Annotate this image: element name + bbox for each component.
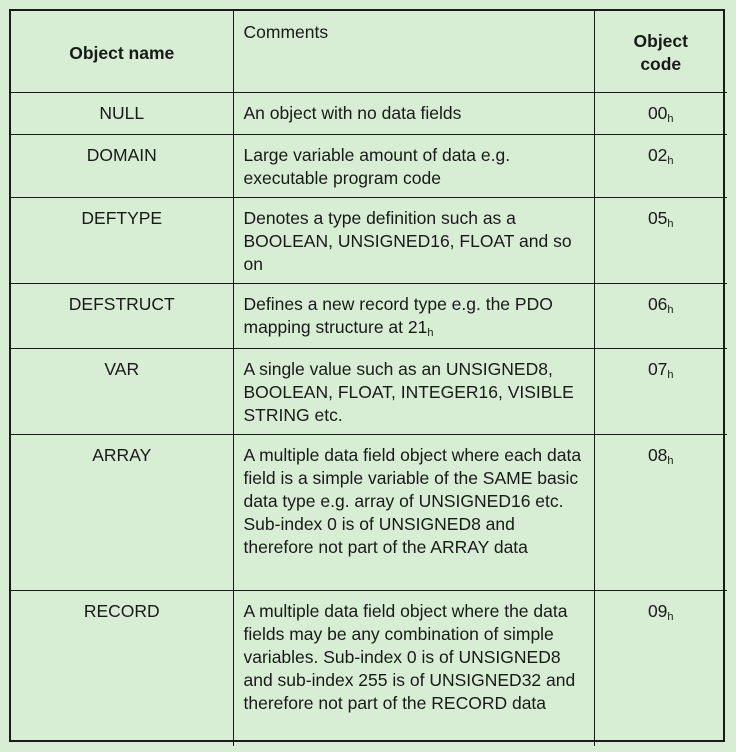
object-code-value: 07 (647, 358, 668, 379)
object-code-suffix: h (667, 454, 674, 467)
comment-text: Defines a new record type e.g. the PDO mapping structure at 21 (243, 293, 553, 337)
object-code-table (9, 9, 725, 742)
table-row (11, 590, 727, 746)
object-name-cell: DEFSTRUCT (11, 283, 233, 348)
table-row (11, 434, 727, 590)
table-header-row (11, 11, 727, 92)
object-code-suffix: h (667, 303, 674, 316)
object-name-cell: DOMAIN (11, 134, 233, 197)
comment-cell: A multiple data field object where the data fields may be any combination of simple variables. Sub-index 0 is of UNSIGNED8 and sub-index 255 is of UNSIGNED32 and therefore not part of the RECORD data (233, 590, 594, 746)
object-code-cell (594, 348, 727, 434)
object-code-suffix: h (667, 112, 674, 125)
object-code-cell (594, 92, 727, 134)
object-code-value: 06 (647, 293, 668, 314)
comment-suffix: h (427, 326, 434, 339)
table-row (11, 134, 727, 197)
comment-cell: An object with no data fields (233, 92, 594, 134)
object-code-value: 08 (647, 444, 668, 465)
object-code-cell (594, 434, 727, 590)
object-name-cell: VAR (11, 348, 233, 434)
object-name-cell: NULL (11, 92, 233, 134)
table-row (11, 197, 727, 283)
object-name-cell: ARRAY (11, 434, 233, 590)
object-code-cell (594, 134, 727, 197)
object-code-value: 00 (647, 102, 668, 123)
comment-cell: A single value such as an UNSIGNED8, BOOLEAN, FLOAT, INTEGER16, VISIBLE STRING etc. (233, 348, 594, 434)
comment-cell (233, 283, 594, 348)
header-object-code-label: Object code (633, 31, 688, 75)
object-code-suffix: h (667, 154, 674, 167)
object-code-suffix: h (667, 610, 674, 623)
object-code-value: 09 (647, 600, 668, 621)
header-object-name: Object name (11, 11, 233, 92)
table-row (11, 283, 727, 348)
header-comments: Comments (233, 11, 594, 92)
object-name-cell: RECORD (11, 590, 233, 746)
table-row (11, 348, 727, 434)
object-code-suffix: h (667, 368, 674, 381)
object-code-value: 02 (647, 144, 668, 165)
header-object-code (594, 11, 727, 92)
comment-cell: Large variable amount of data e.g. executable program code (233, 134, 594, 197)
object-name-cell: DEFTYPE (11, 197, 233, 283)
table-row (11, 92, 727, 134)
comment-cell: Denotes a type definition such as a BOOLEAN, UNSIGNED16, FLOAT and so on (233, 197, 594, 283)
object-code-cell (594, 197, 727, 283)
object-table (11, 11, 727, 746)
object-code-cell (594, 283, 727, 348)
object-code-value: 05 (647, 207, 668, 228)
object-code-suffix: h (667, 217, 674, 230)
object-code-cell (594, 590, 727, 746)
comment-cell: A multiple data field object where each data field is a simple variable of the SAME basic data type e.g. array of UNSIGNED16 etc. Sub-index 0 is of UNSIGNED8 and therefore not part of the ARRAY data (233, 434, 594, 590)
